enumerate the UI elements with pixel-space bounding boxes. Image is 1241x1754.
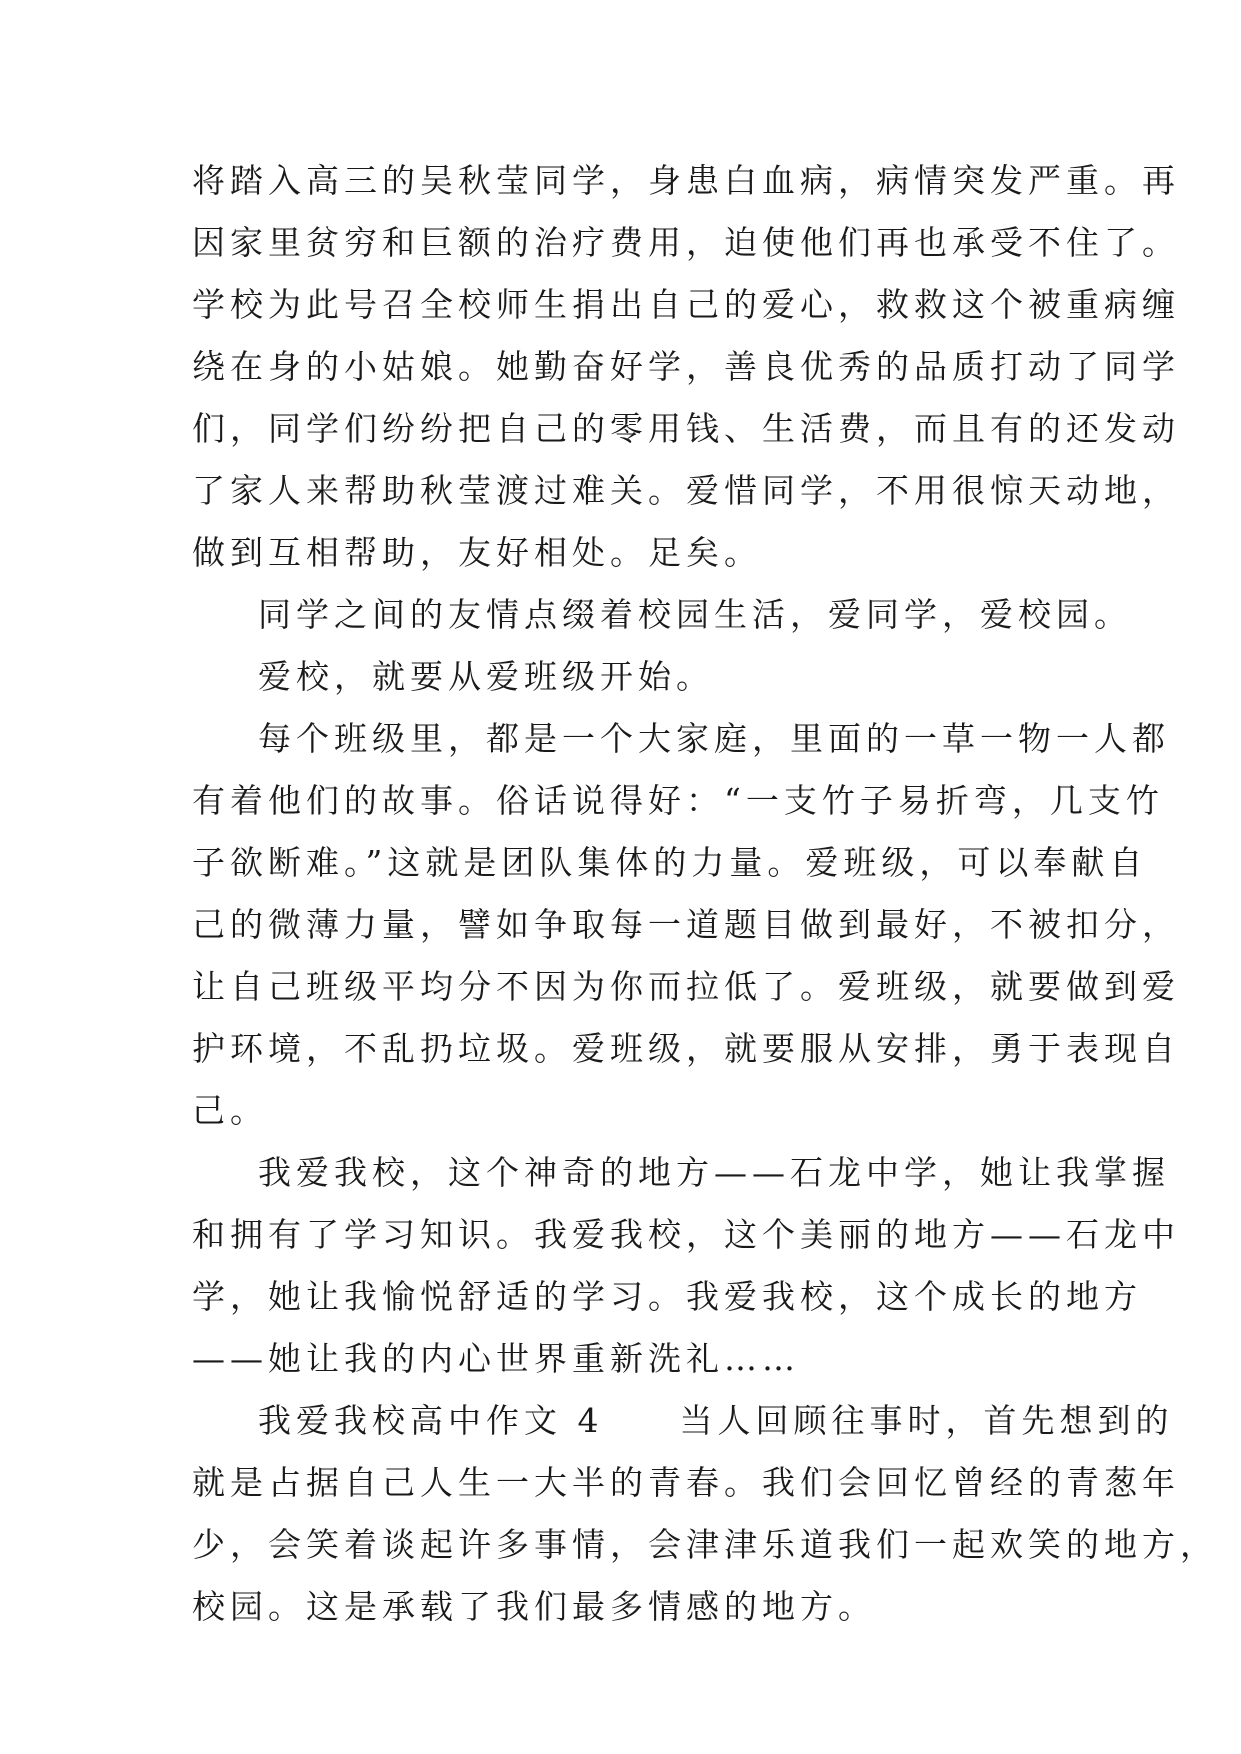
- text-line: 了家人来帮助秋莹渡过难关。爱惜同学，不用很惊天动地，: [192, 471, 1180, 510]
- text-line: 有着他们的故事。俗话说得好：“一支竹子易折弯，几支竹: [192, 781, 1164, 820]
- paragraph-start-line: 同学之间的友情点缀着校园生活，爱同学，爱校园。: [258, 595, 1132, 634]
- text-line: 绕在身的小姑娘。她勤奋好学，善良优秀的品质打动了同学: [192, 347, 1180, 386]
- text-line: ——她让我的内心世界重新洗礼……: [192, 1339, 800, 1378]
- text-line: 少，会笑着谈起许多事情，会津津乐道我们一起欢笑的地方，: [192, 1525, 1218, 1564]
- text-line: 和拥有了学习知识。我爱我校，这个美丽的地方——石龙中: [192, 1215, 1180, 1254]
- text-line: 己的微薄力量，譬如争取每一道题目做到最好，不被扣分，: [192, 905, 1180, 944]
- text-line: 做到互相帮助，友好相处。足矣。: [192, 533, 762, 572]
- text-line: 校园。这是承载了我们最多情感的地方。: [192, 1587, 876, 1626]
- text-line: 学校为此号召全校师生捐出自己的爱心，救救这个被重病缠: [192, 285, 1180, 324]
- paragraph-start-line: 我爱我校高中作文 4 当人回顾往事时，首先想到的: [258, 1401, 1174, 1440]
- paragraph-start-line: 每个班级里，都是一个大家庭，里面的一草一物一人都: [258, 719, 1170, 758]
- text-line: 学，她让我愉悦舒适的学习。我爱我校，这个成长的地方: [192, 1277, 1142, 1316]
- paragraph-start-line: 我爱我校，这个神奇的地方——石龙中学，她让我掌握: [258, 1153, 1170, 1192]
- text-line: 就是占据自己人生一大半的青春。我们会回忆曾经的青葱年: [192, 1463, 1180, 1502]
- text-line: 护环境，不乱扔垃圾。爱班级，就要服从安排，勇于表现自: [192, 1029, 1180, 1068]
- text-line: 己。: [192, 1091, 268, 1130]
- text-line: 将踏入高三的吴秋莹同学，身患白血病，病情突发严重。再: [192, 161, 1180, 200]
- body-text: [192, 150, 1218, 1638]
- text-line: 们，同学们纷纷把自己的零用钱、生活费，而且有的还发动: [192, 409, 1180, 448]
- text-line: 因家里贫穷和巨额的治疗费用，迫使他们再也承受不住了。: [192, 223, 1180, 262]
- text-line: 让自己班级平均分不因为你而拉低了。爱班级，就要做到爱: [192, 967, 1180, 1006]
- text-line: 子欲断难。”这就是团队集体的力量。爱班级，可以奉献自: [192, 843, 1148, 882]
- paragraph-start-line: 爱校，就要从爱班级开始。: [258, 657, 714, 696]
